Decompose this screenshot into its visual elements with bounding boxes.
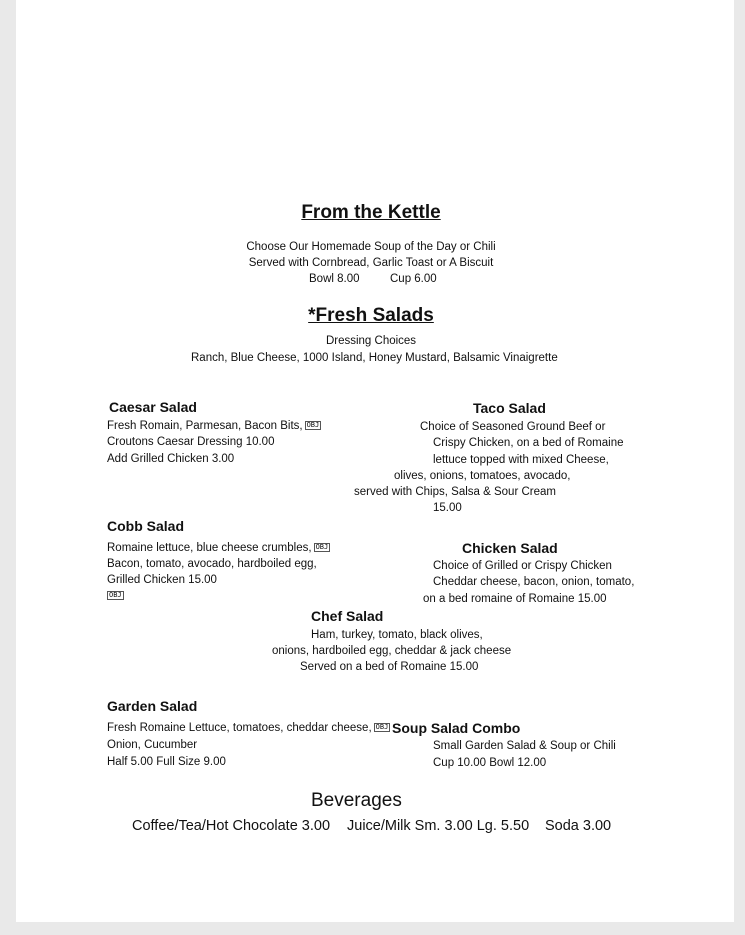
- chicken-line1: Choice of Grilled or Crispy Chicken: [433, 560, 612, 572]
- beverage-coffee: Coffee/Tea/Hot Chocolate 3.00: [132, 818, 331, 834]
- caesar-title: Caesar Salad: [109, 399, 197, 415]
- dressing-heading: Dressing Choices: [325, 335, 417, 347]
- combo-line1: Small Garden Salad & Soup or Chili: [433, 740, 616, 752]
- cobb-line4: [105, 588, 124, 605]
- chef-line2: onions, hardboiled egg, cheddar & jack cheese: [272, 645, 512, 657]
- taco-line5: served with Chips, Salsa & Sour Cream: [354, 486, 556, 498]
- taco-line1: Choice of Seasoned Ground Beef or: [420, 421, 606, 433]
- beverage-soda: Soda 3.00: [545, 818, 612, 834]
- beverage-juice: Juice/Milk Sm. 3.00 Lg. 5.50: [347, 818, 530, 834]
- menu-page: [16, 0, 734, 922]
- cobb-line3: Grilled Chicken 15.00: [107, 574, 217, 586]
- combo-line2: Cup 10.00 Bowl 12.00: [433, 757, 547, 769]
- cobb-line2: Bacon, tomato, avocado, hardboiled egg,: [107, 558, 317, 570]
- chicken-line3: on a bed romaine of Romaine 15.00: [423, 593, 607, 605]
- cobb-title: Cobb Salad: [107, 518, 185, 534]
- kettle-title: From the Kettle: [301, 202, 441, 223]
- chicken-line2: Cheddar cheese, bacon, onion, tomato,: [433, 576, 635, 588]
- garden-line1: Fresh Romaine Lettuce, tomatoes, cheddar cheese, OBJ: [107, 722, 389, 734]
- object-placeholder-icon: OBJ: [315, 543, 329, 552]
- garden-line2: Onion, Cucumber: [107, 739, 198, 751]
- object-placeholder-icon: OBJ: [375, 723, 389, 732]
- caesar-line1: Fresh Romain, Parmesan, Bacon Bits, OBJ: [107, 420, 320, 432]
- beverages-title: Beverages: [311, 790, 402, 811]
- cobb-line1: Romaine lettuce, blue cheese crumbles, OBJ: [107, 542, 329, 554]
- combo-title: Soup Salad Combo: [392, 720, 521, 736]
- chef-line3: Served on a bed of Romaine 15.00: [300, 661, 479, 673]
- taco-price: 15.00: [433, 502, 462, 514]
- kettle-line1: Choose Our Homemade Soup of the Day or Chili: [246, 241, 496, 253]
- taco-title: Taco Salad: [473, 400, 546, 416]
- kettle-line2: Served with Cornbread, Garlic Toast or A Biscuit: [248, 257, 494, 269]
- kettle-bowl-price: Bowl 8.00: [309, 273, 360, 285]
- chef-title: Chef Salad: [311, 608, 384, 624]
- kettle-cup-price: Cup 6.00: [390, 273, 437, 285]
- caesar-line2: Croutons Caesar Dressing 10.00: [107, 436, 275, 448]
- chef-line1: Ham, turkey, tomato, black olives,: [311, 629, 483, 641]
- taco-line4: olives, onions, tomatoes, avocado,: [394, 470, 571, 482]
- salads-title: *Fresh Salads: [308, 305, 434, 326]
- object-placeholder-icon: OBJ: [306, 421, 320, 430]
- chicken-title: Chicken Salad: [462, 540, 558, 556]
- caesar-line3: Add Grilled Chicken 3.00: [107, 453, 235, 465]
- dressing-list: Ranch, Blue Cheese, 1000 Island, Honey Mustard, Balsamic Vinaigrette: [191, 352, 558, 364]
- garden-title: Garden Salad: [107, 698, 198, 714]
- taco-line3: lettuce topped with mixed Cheese,: [433, 454, 609, 466]
- garden-line3: Half 5.00 Full Size 9.00: [107, 756, 226, 768]
- object-placeholder-icon: OBJ: [109, 591, 122, 600]
- taco-line2: Crispy Chicken, on a bed of Romaine: [433, 437, 624, 449]
